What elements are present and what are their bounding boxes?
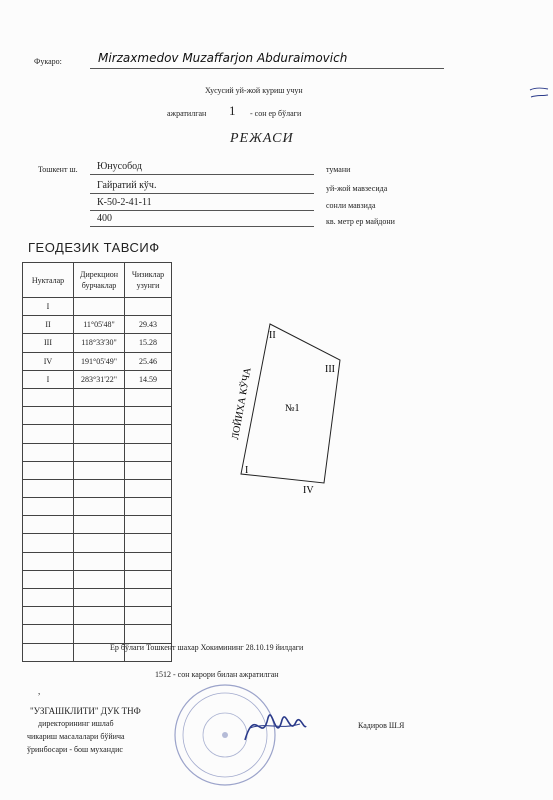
table-cell <box>125 552 172 570</box>
page-title: РЕЖАСИ <box>230 131 294 146</box>
org-line-3: чикариш масалалари бўйича <box>27 732 125 741</box>
margin-mark-icon <box>528 86 550 100</box>
table-cell <box>74 479 125 497</box>
purpose-text: Хусусий уй-жой куриш учун <box>205 86 303 95</box>
table-cell <box>23 443 74 461</box>
table-cell <box>125 589 172 607</box>
point-label: I <box>46 374 50 384</box>
table-row <box>23 352 172 370</box>
table-cell <box>23 298 74 316</box>
table-row <box>23 498 172 516</box>
table-cell <box>74 570 125 588</box>
decision-line-2: 1512 - сон карори билан ажратилган <box>155 670 279 679</box>
massif-suffix: уй-жой мавзесида <box>326 184 388 193</box>
number-underline <box>90 210 314 211</box>
vertex-label-1: I <box>245 465 249 476</box>
vertex-label-3: III <box>325 364 335 375</box>
table-cell <box>23 534 74 552</box>
col-header-lengths: Чизиклар узунги <box>125 263 172 298</box>
table-cell <box>74 589 125 607</box>
table-cell <box>125 625 172 643</box>
district-suffix: тумани <box>326 165 351 174</box>
col-header-angles: Дирекцион бурчаклар <box>74 263 125 298</box>
owner-underline <box>90 68 444 69</box>
point-label: I <box>46 302 50 312</box>
vertex-label-4: IV <box>303 485 314 496</box>
table-cell <box>125 461 172 479</box>
table-row <box>23 425 172 443</box>
table-row <box>23 589 172 607</box>
district-underline <box>90 174 314 175</box>
table-cell <box>125 516 172 534</box>
signature-icon <box>240 700 310 750</box>
length-cell: 25.46 <box>125 352 172 370</box>
number-value: К-50-2-41-11 <box>97 197 152 208</box>
col-header-points: Нукталар <box>23 263 74 298</box>
table-row <box>23 570 172 588</box>
table-cell <box>23 625 74 643</box>
org-line-1: "УЗГАШКЛИТИ" ДУК ТНФ <box>30 706 141 716</box>
table-cell <box>125 443 172 461</box>
number-suffix: сонли мавзида <box>326 201 376 210</box>
table-row <box>23 534 172 552</box>
length-cell: 29.43 <box>125 316 172 334</box>
decision-line-1: Ер бўлаги Тошкент шахар Хокимининг 28.10.19 йилдаги <box>110 643 304 652</box>
table-cell <box>23 570 74 588</box>
org-line-4: ўринбосари - бош мухандис <box>27 745 123 754</box>
area-value: 400 <box>97 213 112 224</box>
table-cell <box>23 643 74 661</box>
signer-name: Кадиров Ш.Я <box>358 721 405 730</box>
geodetic-title: ГЕОДЕЗИК ТАВСИФ <box>28 240 160 255</box>
table-row <box>23 334 172 352</box>
table-row <box>23 607 172 625</box>
table-cell <box>125 479 172 497</box>
plot-number: 1 <box>229 103 236 118</box>
vertex-label-2: II <box>269 330 276 341</box>
plot-label: №1 <box>285 403 300 414</box>
table-cell <box>74 388 125 406</box>
table-cell <box>74 407 125 425</box>
point-label: II <box>45 320 51 330</box>
table-cell <box>23 479 74 497</box>
length-cell: 14.59 <box>125 370 172 388</box>
angle-cell: 118°33'30" <box>74 334 125 352</box>
area-underline <box>90 226 314 227</box>
table-cell <box>74 461 125 479</box>
table-cell <box>23 589 74 607</box>
table-cell <box>23 388 74 406</box>
plot-plan <box>205 310 375 510</box>
geodetic-header-row <box>23 263 172 298</box>
angle-cell: 283°31'22" <box>74 370 125 388</box>
table-cell <box>74 498 125 516</box>
table-cell <box>23 552 74 570</box>
table-cell <box>125 498 172 516</box>
table-cell <box>125 407 172 425</box>
geodetic-table <box>22 262 172 662</box>
table-cell <box>74 516 125 534</box>
table-cell <box>23 407 74 425</box>
table-row <box>23 461 172 479</box>
area-suffix: кв. метр ер майдони <box>326 217 395 226</box>
massif-underline <box>90 193 314 194</box>
table-cell <box>74 298 125 316</box>
table-cell <box>125 388 172 406</box>
allocated-prefix: ажратилган <box>167 109 207 118</box>
angle-cell: 191°05'49" <box>74 352 125 370</box>
mark-dot: , <box>38 686 41 696</box>
street-label: ЛОЙИХА КЎЧА <box>230 366 254 441</box>
district-value: Юнусобод <box>97 161 142 172</box>
table-cell <box>23 607 74 625</box>
table-cell <box>74 625 125 643</box>
org-line-2: директорининг ишлаб <box>38 719 114 728</box>
table-row <box>23 298 172 316</box>
point-label: III <box>44 338 52 348</box>
massif-value: Гайратий кўч. <box>97 180 157 191</box>
table-cell <box>74 552 125 570</box>
point-label: IV <box>43 356 53 366</box>
city-label: Тошкент ш. <box>38 165 78 174</box>
table-cell <box>125 298 172 316</box>
table-row <box>23 388 172 406</box>
table-cell <box>74 425 125 443</box>
table-cell <box>125 570 172 588</box>
owner-name: Mirzaxmedov Muzaffarjon Abduraimovich <box>98 51 348 65</box>
table-cell <box>125 425 172 443</box>
table-cell <box>23 425 74 443</box>
table-cell <box>23 498 74 516</box>
table-cell <box>74 534 125 552</box>
table-cell <box>74 443 125 461</box>
table-row <box>23 625 172 643</box>
table-row <box>23 516 172 534</box>
table-row <box>23 552 172 570</box>
angle-cell: 11°05'48" <box>74 316 125 334</box>
table-cell <box>125 534 172 552</box>
table-cell <box>125 607 172 625</box>
table-row <box>23 479 172 497</box>
table-row <box>23 407 172 425</box>
table-row <box>23 443 172 461</box>
table-row <box>23 316 172 334</box>
table-row <box>23 370 172 388</box>
owner-label: Фукаро: <box>34 57 62 66</box>
table-cell <box>23 516 74 534</box>
allocated-suffix: - сон ер бўлаги <box>250 109 302 118</box>
table-cell <box>74 607 125 625</box>
table-cell <box>23 461 74 479</box>
length-cell: 15.28 <box>125 334 172 352</box>
